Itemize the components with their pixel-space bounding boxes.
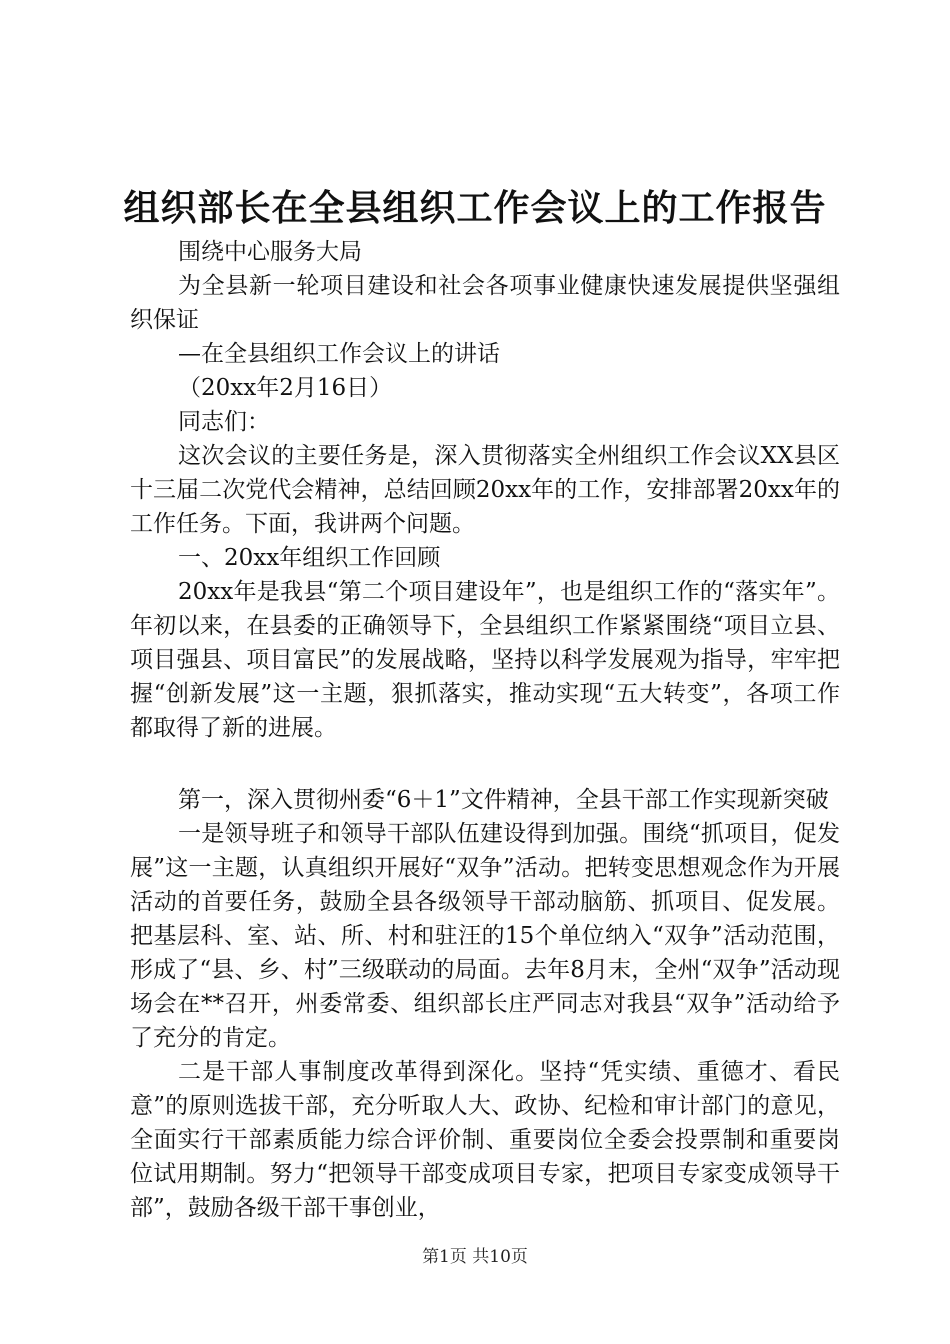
paragraph-date: （20xx年2月16日） <box>178 375 393 401</box>
section-heading-review: 一、20xx年组织工作回顾 <box>178 545 441 571</box>
paragraph-heading-2: 为全县新一轮项目建设和社会各项事业健康快速发展提供坚强组织保证 <box>130 273 840 333</box>
paragraph-heading-1: 围绕中心服务大局 <box>178 239 362 265</box>
document-body <box>130 235 840 1225</box>
paragraph-salutation: 同志们： <box>178 409 270 435</box>
paragraph-speech-subtitle: —在全县组织工作会议上的讲话 <box>178 341 500 367</box>
paragraph-personnel-reform: 二是干部人事制度改革得到深化。坚持“凭实绩、重德才、看民意”的原则选拔干部，充分听取人大、政协、纪检和审计部门的意见，全面实行干部素质能力综合评价制、重要岗位全委会投票制和重要岗位试用期制。努力“把领导干部变成项目专家，把项目专家变成领导干部”，鼓励各级干部干事创业， <box>130 1059 840 1221</box>
paragraph-leadership: 一是领导班子和领导干部队伍建设得到加强。围绕“抓项目，促发展”这一主题，认真组织开展好“双争”活动。把转变思想观念作为开展活动的首要任务，鼓励全县各级领导干部动脑筋、抓项目、促发展。把基层科、室、站、所、村和驻汪的15个单位纳入“双争”活动范围，形成了“县、乡、村”三级联动的局面。去年8月末，全州“双争”活动现场会在**召开，州委常委、组织部长庄严同志对我县“双争”活动给予了充分的肯定。 <box>130 821 840 1051</box>
paragraph-first-point: 第一，深入贯彻州委“6＋1”文件精神，全县干部工作实现新突破 <box>178 787 829 813</box>
paragraph-intro: 这次会议的主要任务是，深入贯彻落实全州组织工作会议XX县区十三届二次党代会精神，总结回顾20xx年的工作，安排部署20xx年的工作任务。下面，我讲两个问题。 <box>130 443 840 537</box>
document-title: 组织部长在全县组织工作会议上的工作报告 <box>123 187 827 229</box>
page-number: 第1页 共10页 <box>422 1247 528 1267</box>
paragraph-overview: 20xx年是我县“第二个项目建设年”，也是组织工作的“落实年”。年初以来，在县委的正确领导下，全县组织工作紧紧围绕“项目立县、项目强县、项目富民”的发展战略，坚持以科学发展观为指导，牢牢把握“创新发展”这一主题，狠抓落实，推动实现“五大转变”，各项工作都取得了新的进展。 <box>130 579 840 741</box>
